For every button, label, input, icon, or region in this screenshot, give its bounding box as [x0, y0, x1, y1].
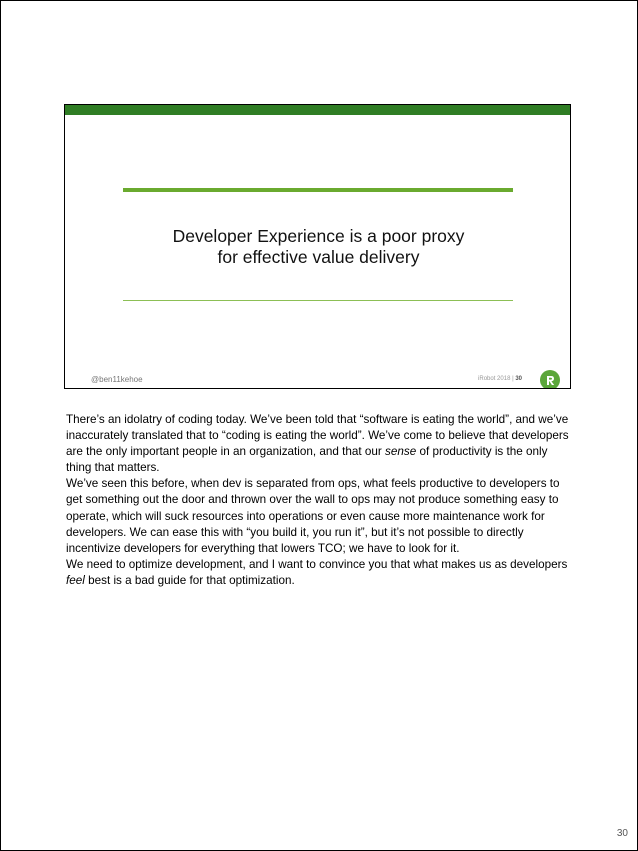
notes-paragraph-1	[66, 412, 576, 476]
slide-title	[85, 226, 552, 268]
title-rule-top	[123, 188, 513, 192]
notes-paragraph-3-end: best is a bad guide for that optimization.	[84, 573, 295, 587]
title-rule-bottom	[123, 300, 513, 301]
slide-header-band	[65, 105, 570, 115]
notes-paragraph-1-end: of productivity is the only thing that matters.	[66, 445, 548, 475]
footer-event: iRobot 2018 |	[478, 376, 516, 382]
page-number: 30	[616, 828, 628, 839]
slide-number: 30	[515, 376, 522, 382]
notes-paragraph-3	[66, 557, 576, 589]
slide-title-line-2: for effective value delivery	[217, 247, 420, 267]
notes-emphasis-sense: sense	[385, 445, 417, 459]
slide-thumbnail	[64, 104, 571, 389]
notes-paragraph-2: We’ve seen this before, when dev is separated from ops, what feels productive to developers to get something out the door and thrown over the wall to ops may not produce something easy to operate, which will suck resources into operations or even cause more maintenance work for developers. We can ease this with “you build it, you run it”, but it’s not possible to directly incentivize developers for everything that lowers TCO; we have to look for it.	[66, 477, 560, 555]
twitter-handle: @ben11kehoe	[91, 375, 143, 384]
notes-paragraph-3-text: We need to optimize development, and I want to convince you that what makes us as developers	[66, 557, 568, 571]
irobot-r-logo-icon	[540, 370, 560, 389]
notes-paragraph-1-text: There’s an idolatry of coding today. We’ve been told that “software is eating the world”, and we’ve inaccurately translated that to “coding is eating the world”. We’ve come to believe that developers are the only important people in an organization, and that our	[66, 413, 569, 459]
speaker-notes	[66, 412, 576, 589]
slide-footer	[478, 376, 522, 382]
slide-title-line-1: Developer Experience is a poor proxy	[172, 226, 465, 246]
notes-emphasis-feel: feel	[66, 573, 85, 587]
